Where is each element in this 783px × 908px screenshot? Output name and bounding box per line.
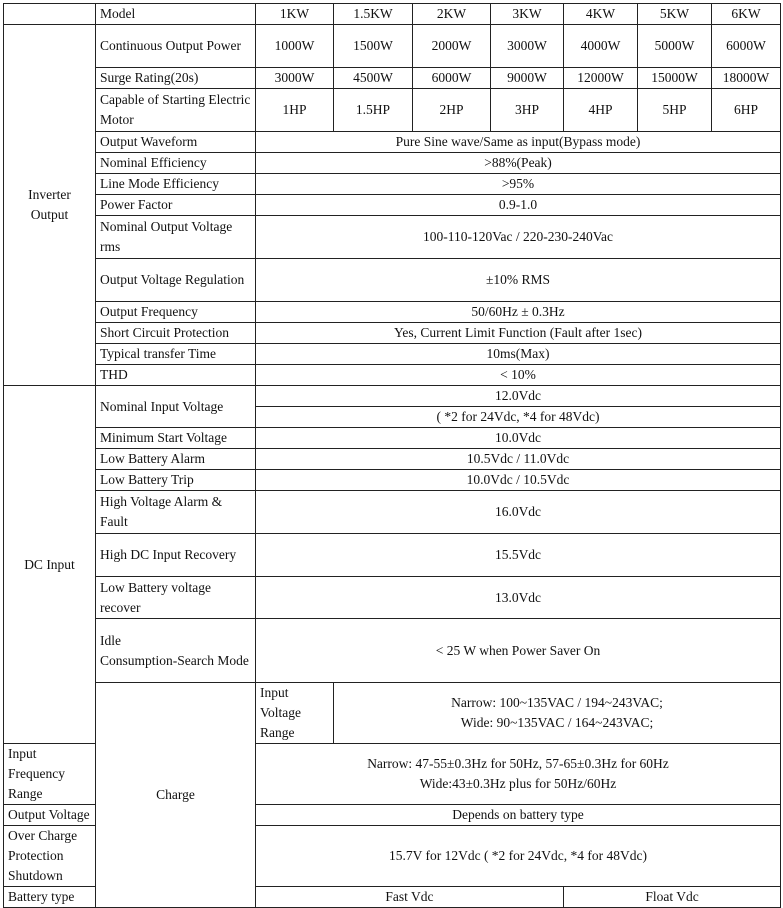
table-row (4, 365, 781, 386)
row-label: Nominal Efficiency (96, 153, 256, 174)
table-cell: 9000W (491, 68, 564, 89)
table-row (4, 195, 781, 216)
row-label (96, 619, 256, 683)
table-cell: 2000W (413, 25, 491, 68)
table-cell: >95% (256, 174, 781, 195)
table-row (4, 174, 781, 195)
table-cell: 15.5Vdc (256, 534, 781, 577)
table-cell: 5000W (638, 25, 712, 68)
model-5kw: 5KW (638, 4, 712, 25)
table-row (4, 344, 781, 365)
table-cell: ( *2 for 24Vdc, *4 for 48Vdc) (256, 407, 781, 428)
section-inverter-output: Inverter Output (4, 25, 96, 386)
table-row (4, 68, 781, 89)
row-label-line: Idle (100, 632, 121, 648)
table-cell: 12000W (564, 68, 638, 89)
table-row (4, 449, 781, 470)
table-cell: 1HP (256, 89, 334, 132)
table-row (4, 216, 781, 259)
table-row (4, 470, 781, 491)
table-cell: 10ms(Max) (256, 344, 781, 365)
table-cell: 15.7V for 12Vdc ( *2 for 24Vdc, *4 for 48Vdc) (256, 826, 781, 887)
table-cell: 6000W (413, 68, 491, 89)
table-row (4, 302, 781, 323)
model-3kw: 3KW (491, 4, 564, 25)
table-row (4, 386, 781, 407)
table-cell: 16.0Vdc (256, 491, 781, 534)
table-cell: 12.0Vdc (256, 386, 781, 407)
table-cell: 2HP (413, 89, 491, 132)
table-row (4, 683, 781, 744)
table-cell: Depends on battery type (256, 805, 781, 826)
model-label: Model (96, 4, 256, 25)
table-cell: 3HP (491, 89, 564, 132)
empty-corner-cell (4, 4, 96, 25)
table-row (4, 25, 781, 68)
table-row (4, 491, 781, 534)
table-cell: 6000W (712, 25, 781, 68)
row-label: Input Frequency Range (4, 744, 96, 805)
table-row (4, 259, 781, 302)
cell-line: Wide: 90~135VAC / 164~243VAC; (460, 715, 654, 730)
cell-line: Narrow: 47-55±0.3Hz for 50Hz, 57-65±0.3Hz for 60Hz (367, 756, 669, 771)
row-label: Continuous Output Power (96, 25, 256, 68)
row-label: Output Frequency (96, 302, 256, 323)
table-cell: 4HP (564, 89, 638, 132)
row-label: Nominal Output Voltage rms (96, 216, 256, 259)
table-cell: Pure Sine wave/Same as input(Bypass mode) (256, 132, 781, 153)
cell-line: Wide:43±0.3Hz plus for 50Hz/60Hz (419, 776, 617, 791)
row-label: Over Charge Protection Shutdown (4, 826, 96, 887)
model-1kw: 1KW (256, 4, 334, 25)
row-label: Capable of Starting Electric Motor (96, 89, 256, 132)
row-label: THD (96, 365, 256, 386)
row-label: Low Battery Trip (96, 470, 256, 491)
table-cell: 18000W (712, 68, 781, 89)
table-row (4, 428, 781, 449)
table-cell: 13.0Vdc (256, 577, 781, 619)
model-4kw: 4KW (564, 4, 638, 25)
table-row (4, 89, 781, 132)
row-label: Typical transfer Time (96, 344, 256, 365)
row-label: Minimum Start Voltage (96, 428, 256, 449)
table-row (4, 577, 781, 619)
table-row (4, 619, 781, 683)
battery-float-cell: Float Vdc (564, 887, 781, 908)
row-label: Output Waveform (96, 132, 256, 153)
table-cell: 10.5Vdc / 11.0Vdc (256, 449, 781, 470)
row-label: Battery type (4, 887, 96, 908)
model-6kw: 6KW (712, 4, 781, 25)
table-cell: 1.5HP (334, 89, 413, 132)
table-row (4, 153, 781, 174)
row-label: Low Battery voltage recover (96, 577, 256, 619)
table-cell: 0.9-1.0 (256, 195, 781, 216)
model-1-5kw: 1.5KW (334, 4, 413, 25)
row-label: Output Voltage (4, 805, 96, 826)
table-row (4, 534, 781, 577)
table-row (4, 132, 781, 153)
row-label: Power Factor (96, 195, 256, 216)
row-label: Nominal Input Voltage (96, 386, 256, 428)
table-cell: 10.0Vdc / 10.5Vdc (256, 470, 781, 491)
section-charge: Charge (96, 683, 256, 908)
row-label: High DC Input Recovery (96, 534, 256, 577)
table-cell: < 25 W when Power Saver On (256, 619, 781, 683)
row-label: High Voltage Alarm & Fault (96, 491, 256, 534)
table-cell: 5HP (638, 89, 712, 132)
model-2kw: 2KW (413, 4, 491, 25)
table-cell: ±10% RMS (256, 259, 781, 302)
row-label: Surge Rating(20s) (96, 68, 256, 89)
table-cell: 50/60Hz ± 0.3Hz (256, 302, 781, 323)
section-dc-input: DC Input (4, 386, 96, 744)
table-row (4, 323, 781, 344)
table-cell: 1500W (334, 25, 413, 68)
table-cell: 3000W (256, 68, 334, 89)
row-label: Low Battery Alarm (96, 449, 256, 470)
table-cell: 3000W (491, 25, 564, 68)
row-label: Line Mode Efficiency (96, 174, 256, 195)
table-cell: 100-110-120Vac / 220-230-240Vac (256, 216, 781, 259)
table-cell (334, 683, 781, 744)
table-cell: 15000W (638, 68, 712, 89)
table-cell: >88%(Peak) (256, 153, 781, 174)
spec-table (3, 3, 781, 908)
table-cell: 1000W (256, 25, 334, 68)
row-label: Output Voltage Regulation (96, 259, 256, 302)
battery-fast-cell: Fast Vdc (256, 887, 564, 908)
table-cell: 10.0Vdc (256, 428, 781, 449)
table-cell: 4000W (564, 25, 638, 68)
table-cell: 4500W (334, 68, 413, 89)
row-label: Short Circuit Protection (96, 323, 256, 344)
table-cell: Yes, Current Limit Function (Fault after 1sec) (256, 323, 781, 344)
header-row (4, 4, 781, 25)
table-cell: < 10% (256, 365, 781, 386)
table-cell (256, 744, 781, 805)
row-label: Input Voltage Range (256, 683, 334, 744)
row-label-line: Consumption-Search Mode (100, 652, 249, 668)
cell-line: Narrow: 100~135VAC / 194~243VAC; (451, 695, 663, 710)
table-cell: 6HP (712, 89, 781, 132)
